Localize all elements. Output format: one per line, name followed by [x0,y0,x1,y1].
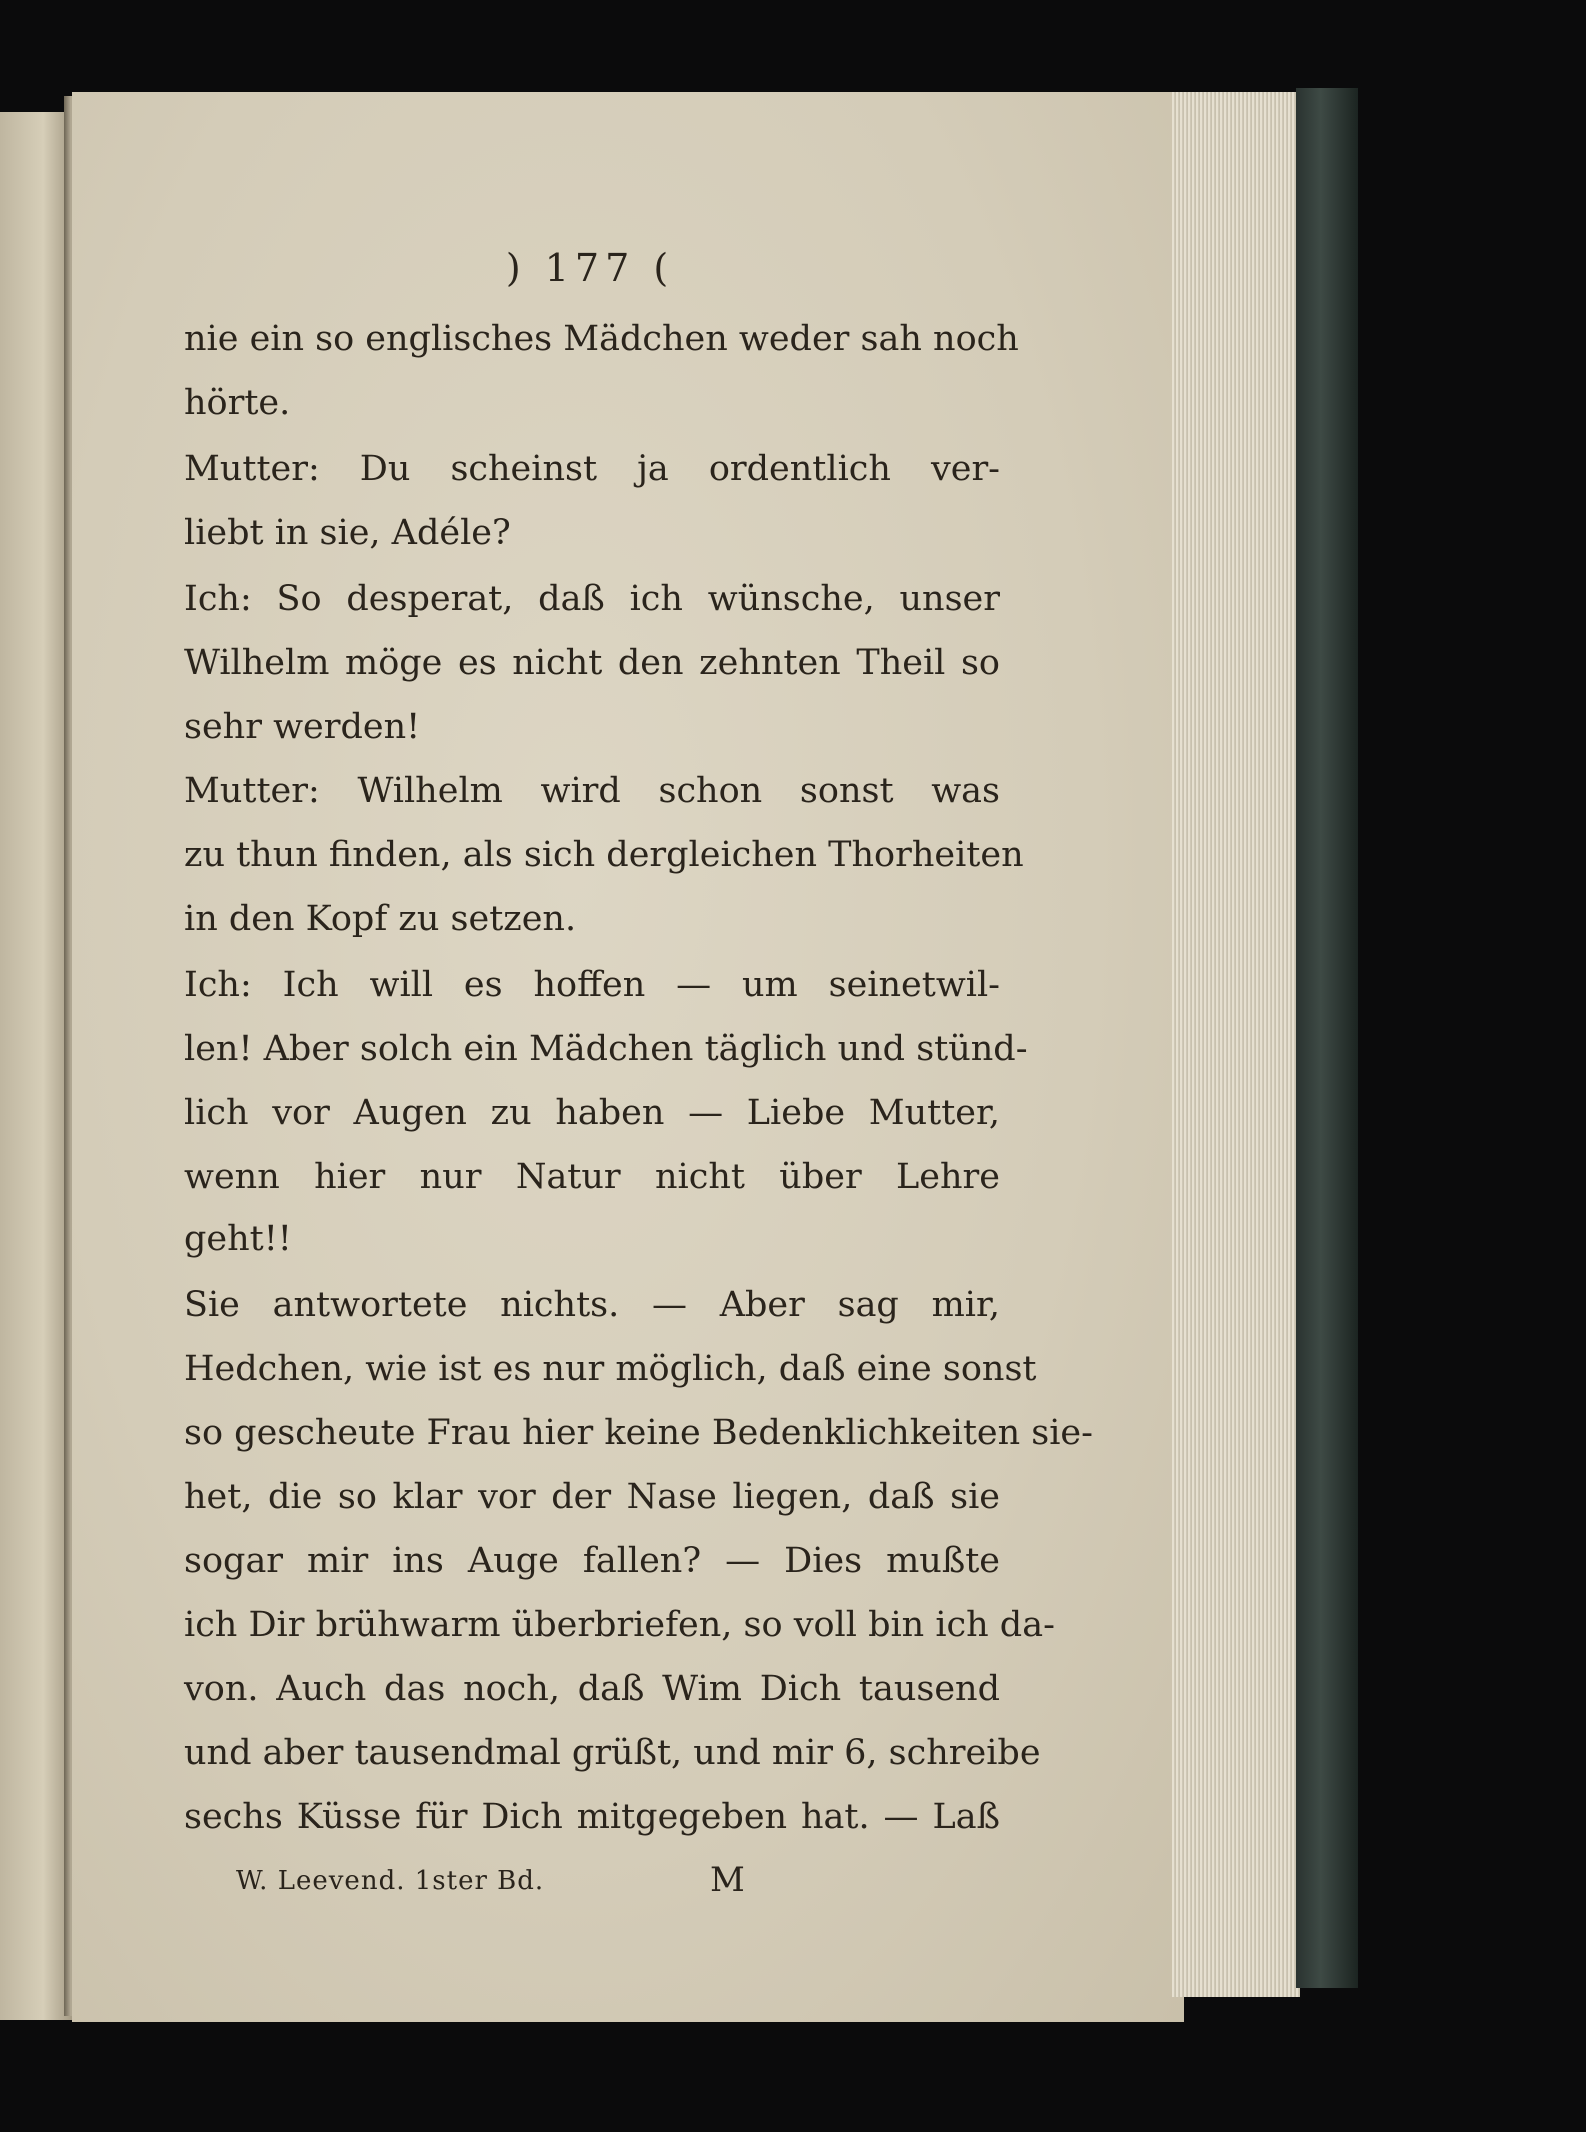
text-line: Hedchen, wie ist es nur möglich, daß eine sonst [184,1349,1037,1389]
signature-mark: W. Leevend. 1ster Bd. [236,1866,545,1896]
text-line: hörte. [184,383,291,423]
page-number-header: ) 177 ( [505,246,675,290]
catchword-mark: M [710,1860,745,1900]
text-line: Ich: So desperat, daß ich wünsche, unser [184,579,1000,619]
text-line: ich Dir brühwarm überbriefen, so voll bin ich da- [184,1605,1055,1645]
text-line: sehr werden! [184,707,421,747]
text-line: so gescheute Frau hier keine Bedenklichkeiten sie- [184,1413,1093,1453]
text-line: Mutter: Du scheinst ja ordentlich ver- [184,449,1000,489]
text-line: Wilhelm möge es nicht den zehnten Theil so [184,643,1000,683]
text-line: Mutter: Wilhelm wird schon sonst was [184,771,1000,811]
text-line: sogar mir ins Auge fallen? — Dies mußte [184,1541,1000,1581]
text-line: lich vor Augen zu haben — Liebe Mutter, [184,1093,1000,1133]
page-block-edges [1172,92,1300,1997]
text-line: Sie antwortete nichts. — Aber sag mir, [184,1285,1000,1325]
text-line: len! Aber solch ein Mädchen täglich und stünd- [184,1029,1028,1069]
text-line: geht!! [184,1219,292,1259]
text-line: het, die so klar vor der Nase liegen, daß sie [184,1477,1000,1517]
text-line: zu thun finden, als sich dergleichen Thorheiten [184,835,1024,875]
text-line: nie ein so englisches Mädchen weder sah noch [184,319,1019,359]
text-line: sechs Küsse für Dich mitgegeben hat. — Laß [184,1797,1000,1837]
text-line: von. Auch das noch, daß Wim Dich tausend [184,1669,1000,1709]
text-line: wenn hier nur Natur nicht über Lehre [184,1157,1000,1197]
left-page-edge [0,112,72,2020]
text-line: liebt in sie, Adéle? [184,513,511,553]
text-line: in den Kopf zu setzen. [184,899,577,939]
text-line: und aber tausendmal grüßt, und mir 6, schreibe [184,1733,1041,1773]
book-cover-edge [1296,88,1358,1988]
text-line: Ich: Ich will es hoffen — um seinetwil- [184,965,1000,1005]
